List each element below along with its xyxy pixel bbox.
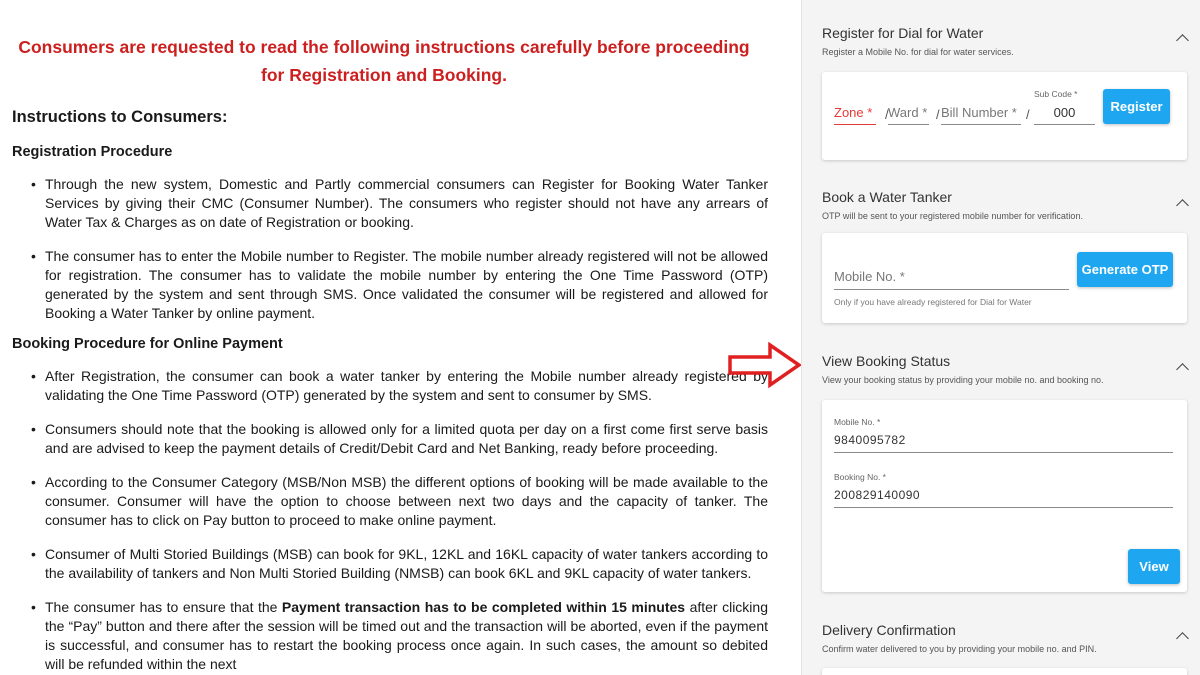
registration-heading: Registration Procedure [12,144,173,160]
mobile-hint: Only if you have already registered for Dial for Water [834,297,1032,307]
list-item: • The consumer has to enter the Mobile number to Register. The mobile number already registered will not be allowed for registration. The consumer has to validate the mobile number by entering the One Time Password (OTP) generated by the system and sent through SMS. Once validated the consumer will be registered and allowed for Booking a Water Tanker by online payment. [45,247,768,323]
register-title[interactable]: Register for Dial for Water [822,25,984,41]
list-item: • Consumers should note that the booking is allowed only for a limited quota per day on a first come first serve basis and are advised to keep the payment details of Credit/Debit Card and Net Banking, ready before proceeding. [45,420,768,458]
mobile-number-input[interactable] [834,430,1173,453]
chevron-up-icon[interactable] [1176,199,1189,212]
list-item: • Consumer of Multi Storied Buildings (MSB) can book for 9KL, 12KL and 16KL capacity of water tankers according to the availability of tankers and Non Multi Storied Building (NMSB) can book 6KL and 9KL capacity of water tankers. [45,545,768,583]
delivery-card [822,668,1187,675]
separator: / [885,107,889,122]
chevron-up-icon[interactable] [1176,363,1189,376]
register-button[interactable]: Register [1103,89,1170,124]
arrow-right-icon [728,342,802,388]
separator: / [1026,107,1030,122]
booking-status-title[interactable]: View Booking Status [822,353,951,369]
book-tanker-title[interactable]: Book a Water Tanker [822,189,952,205]
chevron-up-icon[interactable] [1176,34,1189,47]
booking-number-label: Booking No. * [834,472,886,482]
booking-status-subtitle: View your booking status by providing your mobile no. and booking no. [822,375,1104,385]
chevron-up-icon[interactable] [1176,632,1189,645]
booking-list [12,367,768,674]
book-tanker-section [802,178,1200,336]
register-card [822,72,1187,160]
registration-list [12,175,768,323]
bill-number-field[interactable]: Bill Number * [941,105,1021,125]
sub-code-field[interactable]: 000 [1034,105,1095,125]
mobile-number-input[interactable]: Mobile No. * [834,269,1069,290]
register-subtitle: Register a Mobile No. for dial for water services. [822,47,1014,57]
booking-number-input[interactable] [834,485,1173,508]
view-button[interactable]: View [1128,549,1180,584]
mobile-number-value: 9840095782 [834,433,906,447]
list-item-text: after clicking the “Pay” button and there after the session will be timed out and the transaction will be aborted, even if the payment is successful, and consumer has to restart the booking process once again. In such cases, the amount so debited will be refunded within the next [45,599,768,672]
list-item-text: The consumer has to ensure that the [45,599,282,615]
delivery-title[interactable]: Delivery Confirmation [822,622,956,638]
list-item: • According to the Consumer Category (MSB/Non MSB) the different options of booking will be made available to the consumer. Consumer will have the option to choose between next two days and the capacity of tanker. The consumer has to click on Pay button to proceed to make online payment. [45,473,768,530]
book-tanker-card [822,233,1187,323]
list-item [45,598,768,674]
booking-heading: Booking Procedure for Online Payment [12,336,283,352]
booking-number-value: 200829140090 [834,488,921,502]
services-panel [801,0,1200,675]
booking-status-card [822,400,1187,592]
delivery-section [802,604,1200,675]
zone-field[interactable]: Zone * [834,105,876,125]
list-item: • Through the new system, Domestic and Partly commercial consumers can Register for Booking Water Tanker Services by giving their CMC (Consumer Number). The consumers who register should not have any arrears of Water Tax & Charges as on date of Registration or booking. [45,175,768,232]
register-section [802,0,1200,178]
sub-code-label: Sub Code * [1034,89,1078,99]
mobile-number-label: Mobile No. * [834,417,881,427]
book-tanker-subtitle: OTP will be sent to your registered mobile number for verification. [822,211,1083,221]
booking-status-section [802,336,1200,604]
generate-otp-button[interactable]: Generate OTP [1077,252,1173,287]
instructions-title: Instructions to Consumers: [12,108,228,126]
delivery-subtitle: Confirm water delivered to you by providing your mobile no. and PIN. [822,644,1097,654]
separator: / [936,107,940,122]
ward-field[interactable]: Ward * [888,105,929,125]
list-item: • After Registration, the consumer can book a water tanker by entering the Mobile number already registered by validating the One Time Password (OTP) generated by the system and sent to consumer by SMS. [45,367,768,405]
notice-banner: Consumers are requested to read the following instructions carefully before proceeding for Registration and Booking. [18,37,750,85]
payment-warning: Payment transaction has to be completed within 15 minutes [281,599,686,615]
